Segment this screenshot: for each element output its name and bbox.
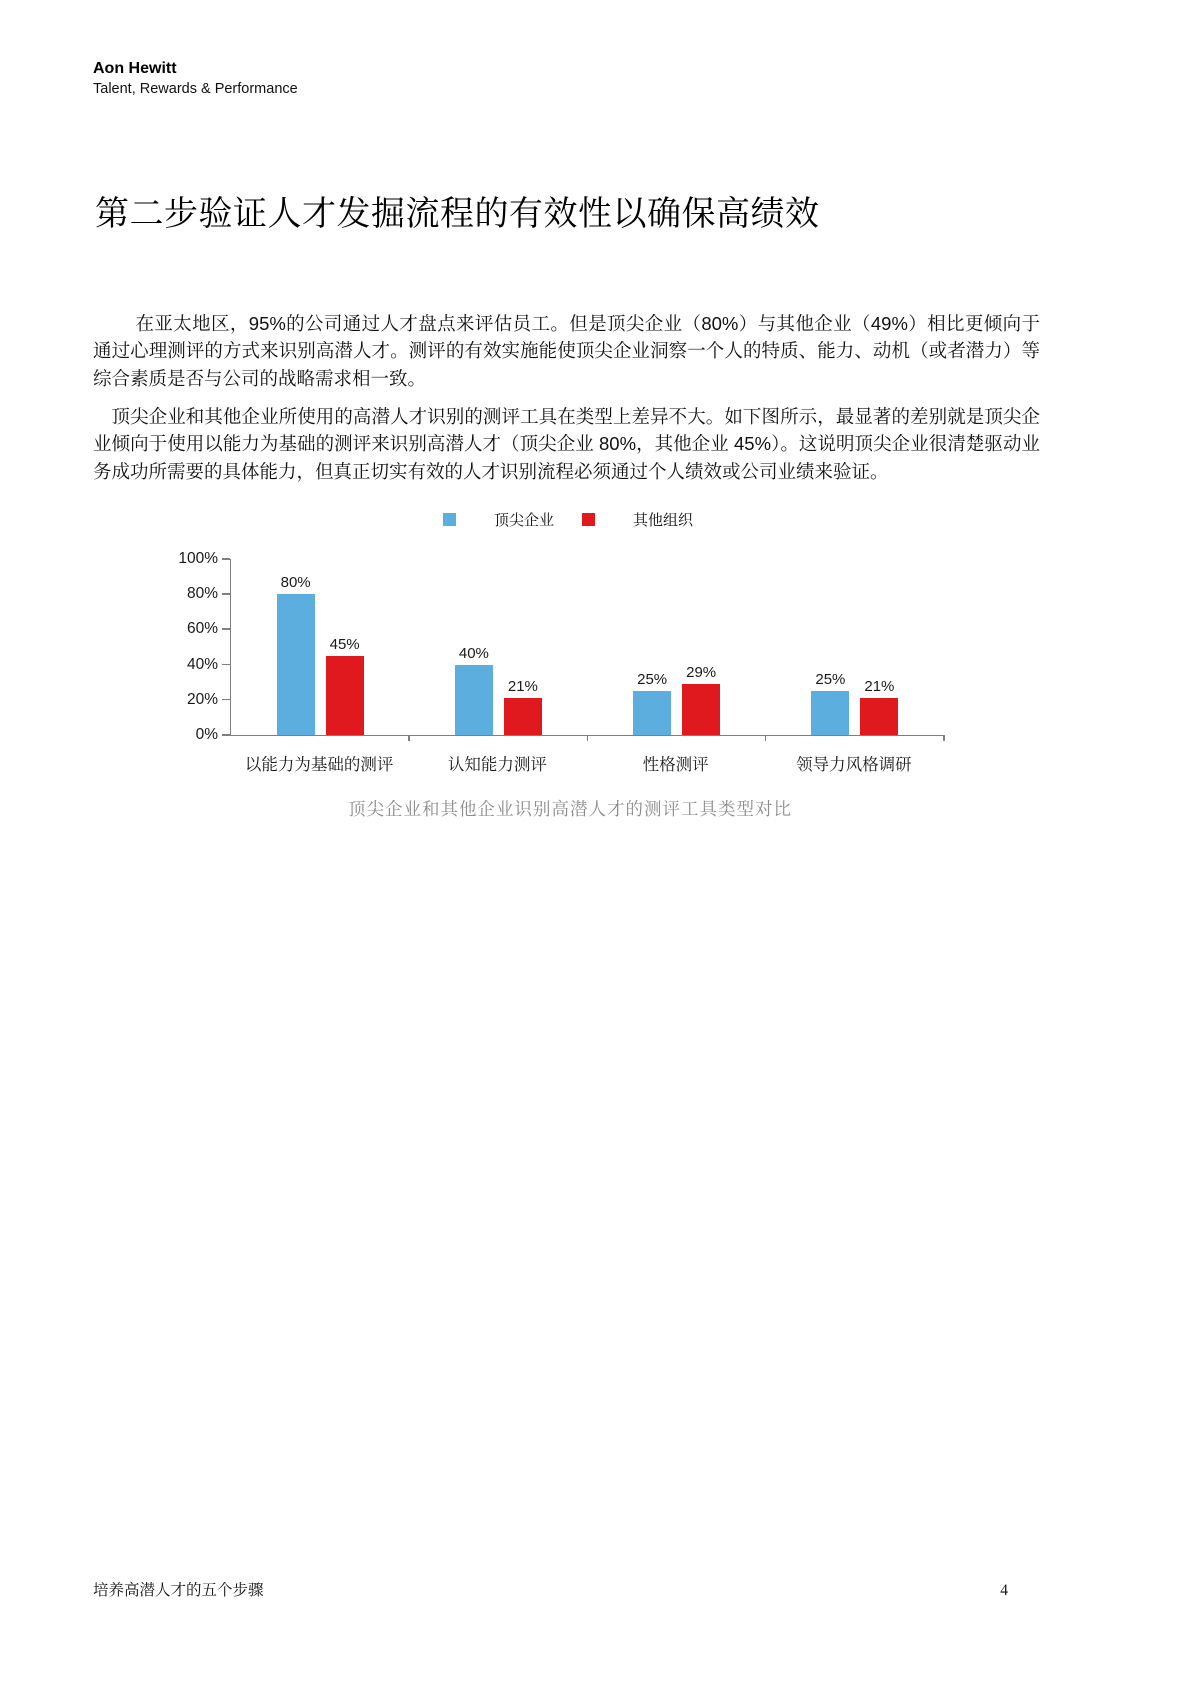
bar-group [409,559,587,735]
bar-其他组织 [860,678,898,735]
bar-其他组织 [682,663,720,735]
legend-item [443,509,554,530]
x-axis-tick-mark [408,735,410,741]
y-axis-tick-label: 40% [186,655,218,673]
legend-swatch-icon [582,513,595,526]
body-paragraph-2: 顶尖企业和其他企业所使用的高潜人才识别的测评工具在类型上差异不大。如下图所示，最显著的差别就是顶尖企业倾向于使用以能力为基础的测评来识别高潜人才（顶尖企业 80%，其他企业 45%）。这说明顶尖企业很清楚驱动业务成功所需要的具体能力，但真正切实有效的人才识别流程必须通过个人绩效或公司业绩来验证。 [93,405,1040,482]
y-axis-tick-mark [222,628,230,630]
chart-caption: 顶尖企业和其他企业识别高潜人才的测评工具类型对比 [348,799,792,819]
bar-value-label: 21% [864,678,895,696]
legend-swatch-icon [443,513,456,526]
y-axis-tick-label: 0% [195,726,218,743]
legend-label: 其他组织 [633,512,694,529]
category-label: 性格测评 [642,756,709,774]
plot-area [178,550,944,743]
y-axis-tick-mark [222,558,230,560]
bar-顶尖企业 [455,644,493,735]
bar-group [231,559,409,735]
category-label: 以能力为基础的测评 [244,756,394,774]
x-axis-tick-mark [943,735,945,741]
page-number: 4 [1000,1582,1008,1599]
category-label: 领导力风格调研 [796,756,912,774]
x-axis-tick-mark [765,735,767,741]
legend-label: 顶尖企业 [493,512,554,529]
y-axis-tick-mark [222,699,230,701]
y-axis-tick-label: 100% [178,550,218,567]
page-footer [93,1578,1008,1600]
bar-group [766,559,944,735]
y-axis-tick-mark [222,664,230,666]
bar-顶尖企业 [277,574,315,735]
bar-value-label: 29% [686,663,717,681]
bar-value-label: 80% [280,574,311,592]
bar-value-label: 40% [458,644,489,662]
bar-value-label: 25% [637,671,668,688]
footer-document-title: 培养高潜人才的五个步骤 [93,1582,264,1599]
bar-其他组织 [326,635,364,735]
y-axis-tick-mark [222,593,230,595]
bar-顶尖企业 [633,671,671,735]
bar-chart [93,505,1043,780]
bar-value-label: 21% [507,678,538,696]
chart-legend [93,509,1043,530]
x-axis-tick-mark [587,735,589,741]
y-axis-tick-label: 20% [186,690,218,708]
page-header [93,60,298,97]
category-axis-labels [230,751,943,775]
body-paragraph-1: 在亚太地区，95%的公司通过人才盘点来评估员工。但是顶尖企业（80%）与其他企业（49%）相比更倾向于通过心理测评的方式来识别高潜人才。测评的有效实施能使顶尖企业洞察一个人的特质、能力、动机（或者潜力）等综合素质是否与公司的战略需求相一致。 [93,312,1040,389]
category-label: 认知能力测评 [447,756,547,774]
y-axis-tick-label: 80% [186,585,218,603]
y-axis-tick-label: 60% [186,620,218,638]
bar-顶尖企业 [811,671,849,735]
legend-item [582,509,693,530]
page-title: 第二步验证人才发掘流程的有效性以确保高绩效 [95,195,820,233]
brand-tagline: Talent, Rewards & Performance [93,81,298,97]
bar-value-label: 25% [815,671,846,688]
bar-value-label: 45% [329,635,360,653]
bar-group [588,559,766,735]
brand-logo-text: Aon Hewitt [93,60,177,77]
y-axis-tick-mark [222,734,230,736]
bar-其他组织 [504,678,542,735]
